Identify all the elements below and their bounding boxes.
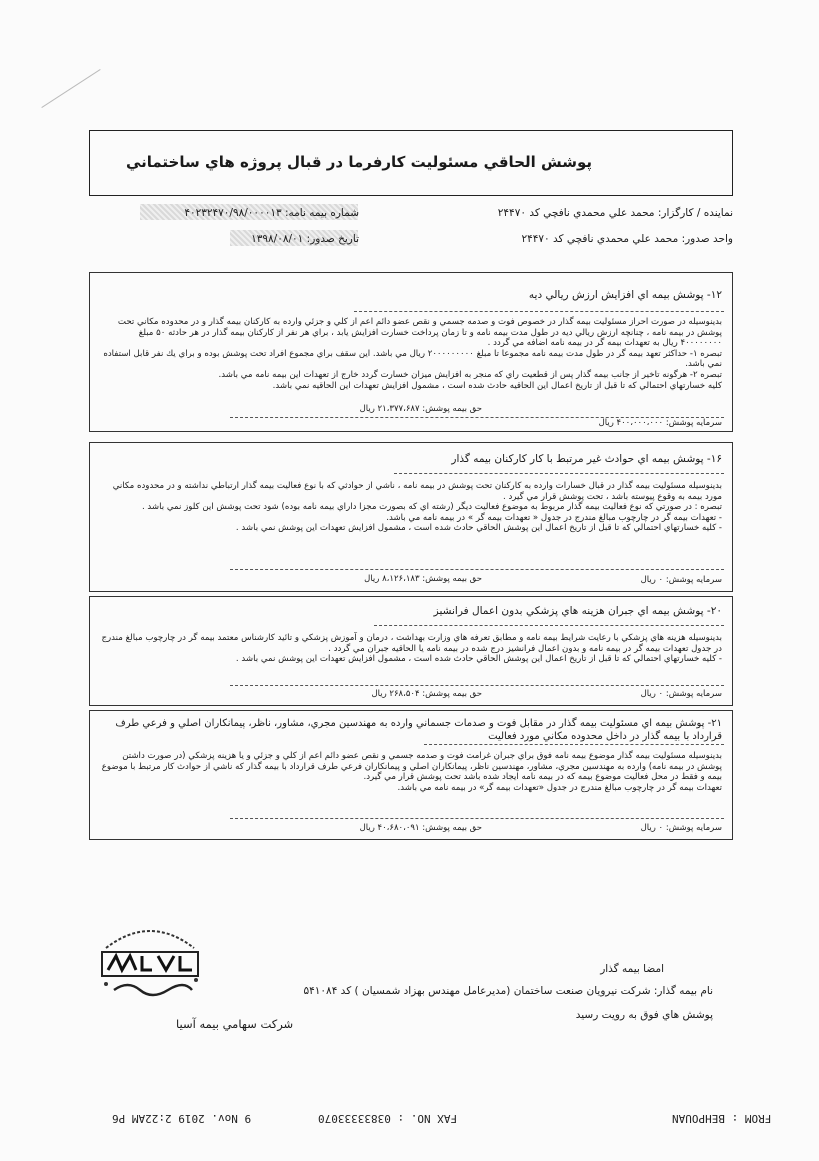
premium-label: حق بيمه پوشش: <box>422 574 482 584</box>
premium-row <box>360 823 482 833</box>
premium-row <box>371 689 482 699</box>
premium-value: ۸،۱۲۶،۱۸۳ ريال <box>364 574 420 584</box>
capital-value: ۴۰۰،۰۰۰،۰۰۰ ريال <box>598 418 664 428</box>
premium-label: حق بيمه پوشش: <box>422 689 482 699</box>
premium-value: ۲۶۸،۵۰۴ ريال <box>371 689 420 699</box>
fax-sender: FROM : BEHPOUAN <box>672 1112 772 1125</box>
fax-number: FAX NO. : 03833333070 <box>318 1112 458 1125</box>
section-divider <box>354 311 724 312</box>
page-title: پوشش الحاقي مسئوليت كارفرما در قبال پروژه هاي ساختماني <box>125 153 592 171</box>
capital-label: سرمايه پوشش: <box>665 823 722 833</box>
fax-date: 9 Nov. 2019 2:22AM P6 <box>112 1112 252 1125</box>
capital-row <box>641 689 722 699</box>
insured-name-line: نام بيمه گذار: شركت نيرويان صنعت ساختمان (مديرعامل مهندس بهزاد شمسيان ) كد ۵۴۱۰۸۴ <box>303 985 713 997</box>
section-body: بدينوسيله هزينه هاي پزشكي با رعايت شرايط بيمه نامه و مطابق تعرفه هاي وزارت بهداشت ، درمان و آموزش پزشكي و تائيد كارشناس معتمد بيمه گر در چارچوب مبالغ مندرج در جدول تعهدات بيمه گر در بيمه نامه و بدون اعمال فرانشيز درج شده در بيمه نامه يا الحاقيه جبران مي گردد . - كليه خسارتهاي احتمالي كه تا قبل از تاريخ اعمال اين پوشش الحاقي حادث شده است ، مشمول افزايش تعهدات اين پوشش نمي باشد . <box>101 633 722 665</box>
section-title: ۱۲- پوشش بيمه اي افزايش ارزش ريالي ديه <box>528 289 722 301</box>
footer-divider <box>230 569 724 570</box>
coverage-section-12 <box>89 272 733 432</box>
capital-label: سرمايه پوشش: <box>665 575 722 585</box>
premium-value: ۲۱،۳۷۷،۶۸۷ ريال <box>359 404 420 414</box>
section-body: بدينوسيله مسئوليت بيمه گذار در قبال خسارات وارده به كاركنان تحت پوشش در بيمه نامه ، ناشي از حوادثي كه با نوع فعاليت بيمه گذار ارتباطي نداشته و در محدوده مكاني مورد بيمه به وقوع پيوسته باشد ، تحت پوشش قرار مي گيرد . تبصره : در صورتي كه نوع فعاليت بيمه گذار مربوط به موضوع فعاليت ديگر (رشته اي كه بصورت مجزا داراي بيمه نامه بوده) شود تحت پوشش اين كلوز نمي باشد . - تعهدات بيمه گر در چارچوب مبالغ مندرج در جدول « تعهدات بيمه گر » در بيمه نامه مي باشد. - كليه خسارتهاي احتمالي كه تا قبل از تاريخ اعمال اين پوشش الحاقي حادث شده است ، مشمول افزايش تعهدات اين پوشش نمي باشد . <box>112 481 722 534</box>
capital-value: ۰ ريال <box>640 823 664 833</box>
unit-value: محمد علي محمدي نافچي كد ۲۴۴۷۰ <box>521 233 679 245</box>
section-title: ۱۶- پوشش بيمه اي حوادث غير مرتبط با كار كاركنان بيمه گذار <box>451 453 722 465</box>
premium-value: ۴۰،۶۸۰،۰۹۱ ريال <box>359 823 420 833</box>
capital-row <box>641 823 722 833</box>
acknowledgement-line: پوشش هاي فوق به رويت رسيد <box>575 1009 713 1021</box>
title-box <box>89 130 733 196</box>
coverage-section-21 <box>89 710 733 840</box>
premium-label: حق بيمه پوشش: <box>422 823 482 833</box>
section-divider <box>424 744 724 745</box>
premium-row <box>360 404 482 414</box>
date-value: ۱۳۹۸/۰۸/۰۱ <box>251 233 304 245</box>
premium-row <box>364 574 482 584</box>
section-title: ۲۰- پوشش بيمه اي جبران هزينه هاي پزشكي بدون اعمال فرانشيز <box>433 605 722 617</box>
unit-row <box>521 233 733 245</box>
policy-label: شماره بيمه نامه: <box>284 207 359 219</box>
insured-signature-label: امضا بيمه گذار <box>600 963 664 975</box>
section-body: بدينوسيله در صورت احراز مسئوليت بيمه گذار در خصوص فوت و صدمه جسمي و نقص عضو دائم اعم از كلي و جزئي وارده به كاركنان بيمه گذار و در محدوده مكاني تحت پوشش در بيمه نامه ، چنانچه ارزش ريالي ديه در طول مدت بيمه نامه و تا زمان پرداخت خسارت افزايش يابد ، براي هر نفر از كاركنان بيمه گذار در هر حادثه ۵۰ مبلغ ۴۰۰۰۰۰۰۰۰ ريال به تعهدات بيمه گر در بيمه نامه اضافه مي گردد . تبصره ۱- حداكثر تعهد بيمه گر در طول مدت بيمه نامه مجموعا تا مبلغ ۲۰۰۰۰۰۰۰۰۰ ريال مي باشد. اين سقف براي مجموع افراد تحت پوشش بوده و براي يك نفر قابل استفاده نمي باشد. تبصره ۲- هرگونه تاخير از جانب بيمه گذار پس از قطعيت راي كه منجر به افزايش ميزان خسارت گردد خارج از تعهدات اين بيمه نامه مي باشد. كليه خسارتهاي احتمالي كه تا قبل از تاريخ اعمال اين الحاقيه حادث شده است ، مشمول افزايش تعهدات اين الحاقيه نمي باشد. <box>103 317 722 391</box>
date-row <box>251 233 359 245</box>
capital-row <box>641 575 722 585</box>
agent-value: محمد علي محمدي نافچي كد ۲۴۴۷۰ <box>497 207 655 219</box>
section-divider <box>394 473 724 474</box>
capital-value: ۰ ريال <box>640 689 664 699</box>
policy-value: ۴۰۲۳۲۴۷۰/۹۸/۰۰۰۰۱۳ <box>184 207 282 219</box>
policy-row <box>184 207 359 219</box>
coverage-section-16 <box>89 442 733 592</box>
agent-row <box>498 207 733 219</box>
unit-label: واحد صدور: <box>681 233 733 245</box>
insurer-stamp-logo <box>88 918 212 1004</box>
capital-label: سرمايه پوشش: <box>665 418 722 428</box>
coverage-section-20 <box>89 596 733 706</box>
footer-divider <box>230 685 724 686</box>
date-label: تاريخ صدور: <box>306 233 359 245</box>
section-divider <box>374 625 724 626</box>
footer-divider <box>230 818 724 819</box>
capital-label: سرمايه پوشش: <box>665 689 722 699</box>
capital-value: ۰ ريال <box>640 575 664 585</box>
capital-row <box>599 418 722 428</box>
scan-speck <box>41 69 100 108</box>
premium-label: حق بيمه پوشش: <box>422 404 482 414</box>
section-title: ۲۱- پوشش بيمه اي مسئوليت بيمه گذار در مقابل فوت و صدمات جسماني وارده به مهندسين مجري، مشاور، ناظر، پيمانكاران اصلي و فرعي طرف قرارداد با بيمه گذار در داخل محدوده مكاني مورد فعاليت <box>115 718 722 742</box>
agent-label: نماينده / كارگزار: <box>657 207 733 219</box>
section-body: بدينوسيله مسئوليت بيمه گذار موضوع بيمه نامه فوق براي جبران غرامت فوت و صدمه جسمي و نقص عضو دائم اعم از كلي و جزئي و يا هزينه پزشكي (در صورت داشتن پوشش در بيمه نامه) وارده به مهندسين مجري، مشاور، مهندسين ناظر، پيمانكاران اصلي و پيمانكاران فرعي طرف قرارداد با بيمه گذار كه ناشي از حوادث كار مرتبط با موضوع بيمه و فقط در محل فعاليت موضوع بيمه كه در بيمه نامه ايجاد شده باشد تحت پوشش قرار مي گيرد. تعهدات بيمه گر در چارچوب مبالغ مندرج در جدول «تعهدات بيمه گر» در بيمه نامه مي باشد. <box>101 751 722 793</box>
insurer-company-name: شركت سهامي بيمه آسيا <box>176 1017 294 1031</box>
